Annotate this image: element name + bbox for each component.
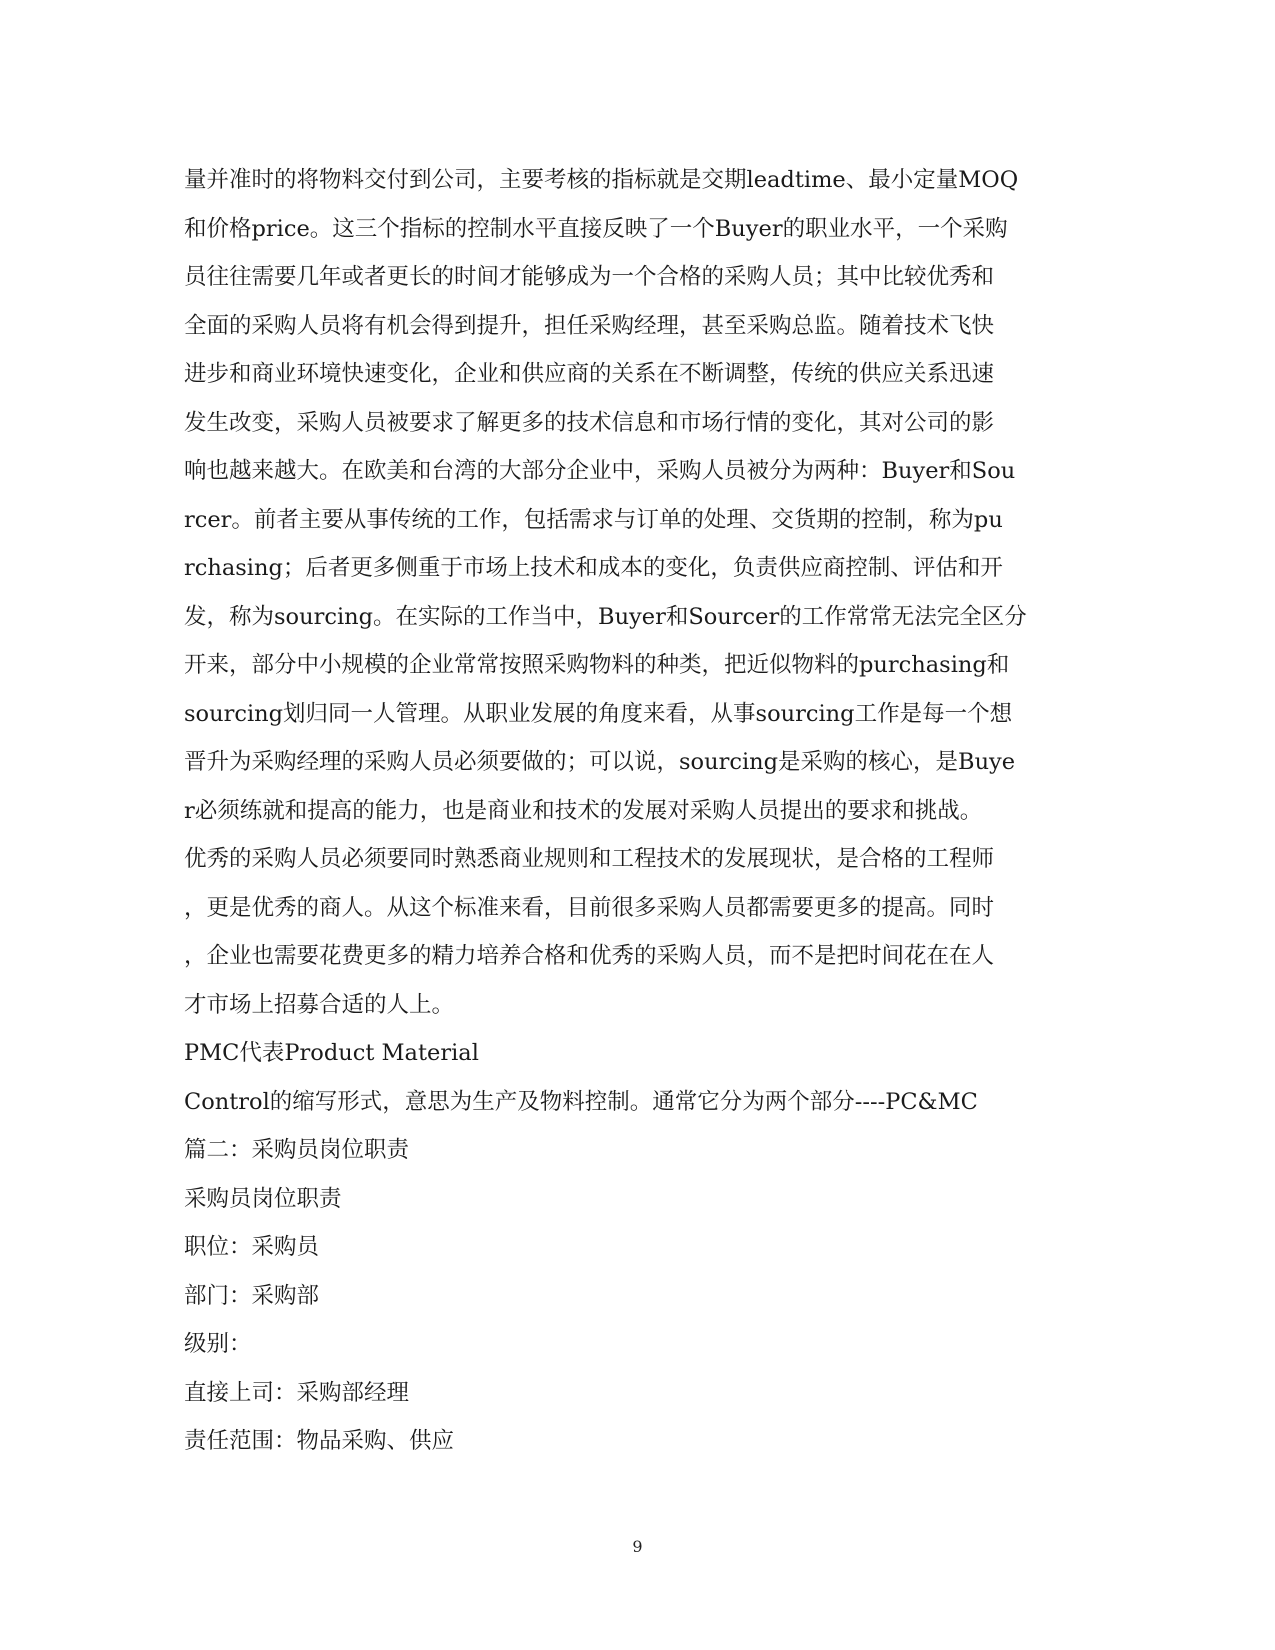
section-title: 采购员岗位职责 [184,1185,342,1212]
text-line: rchasing；后者更多侧重于市场上技术和成本的变化，负责供应商控制、评估和开 [184,555,1003,581]
page-number: 9 [632,1537,643,1556]
section-heading: 篇二：采购员岗位职责 [184,1137,410,1163]
text-line: r必须练就和提高的能力，也是商业和技术的发展对采购人员提出的要求和挑战。 [184,797,983,824]
text-line: 责任范围：物品采购、供应 [184,1428,455,1454]
text-line: rcer。前者主要从事传统的工作，包括需求与订单的处理、交货期的控制，称为pu [184,506,1003,533]
text-line: 进步和商业环境快速变化，企业和供应商的关系在不断调整，传统的供应关系迅速 [184,361,995,387]
text-line: 开来，部分中小规模的企业常常按照采购物料的种类，把近似物料的purchasing和 [184,652,1010,678]
text-line: 发生改变，采购人员被要求了解更多的技术信息和市场行情的变化，其对公司的影 [184,409,995,436]
text-line: 员往往需要几年或者更长的时间才能够成为一个合格的采购人员；其中比较优秀和 [184,264,995,290]
text-line: ，更是优秀的商人。从这个标准来看，目前很多采购人员都需要更多的提高。同时 [184,894,995,921]
text-line: 部门：采购部 [184,1282,320,1309]
text-line: ，企业也需要花费更多的精力培养合格和优秀的采购人员，而不是把时间花在在人 [184,943,995,969]
text-line: 直接上司：采购部经理 [184,1379,410,1406]
text-line: 晋升为采购经理的采购人员必须要做的；可以说，sourcing是采购的核心，是Buye [184,749,1016,775]
text-line: 和价格price。这三个指标的控制水平直接反映了一个Buyer的职业水平，一个采购 [184,215,1008,242]
text-line: 职位：采购员 [184,1234,320,1260]
text-line: 全面的采购人员将有机会得到提升，担任采购经理，甚至采购总监。随着技术飞快 [184,312,995,339]
text-line: 量并准时的将物料交付到公司，主要考核的指标就是交期leadtime、最小定量MOQ [184,167,1019,193]
text-line: 响也越来越大。在欧美和台湾的大部分企业中，采购人员被分为两种：Buyer和Sou [184,458,1016,484]
text-line: sourcing划归同一人管理。从职业发展的角度来看，从事sourcing工作是每一个想 [184,700,1013,727]
text-line: 级别： [184,1331,252,1357]
text-line: 优秀的采购人员必须要同时熟悉商业规则和工程技术的发展现状，是合格的工程师 [184,846,995,872]
text-line: 才市场上招募合适的人上。 [184,991,455,1018]
text-line: Control的缩写形式，意思为生产及物料控制。通常它分为两个部分----PC&MC [184,1088,978,1115]
body-text [184,156,1090,1466]
text-line: PMC代表Product Material [184,1040,479,1066]
text-line: 发，称为sourcing。在实际的工作当中，Buyer和Sourcer的工作常常无法完全区分 [184,603,1027,630]
